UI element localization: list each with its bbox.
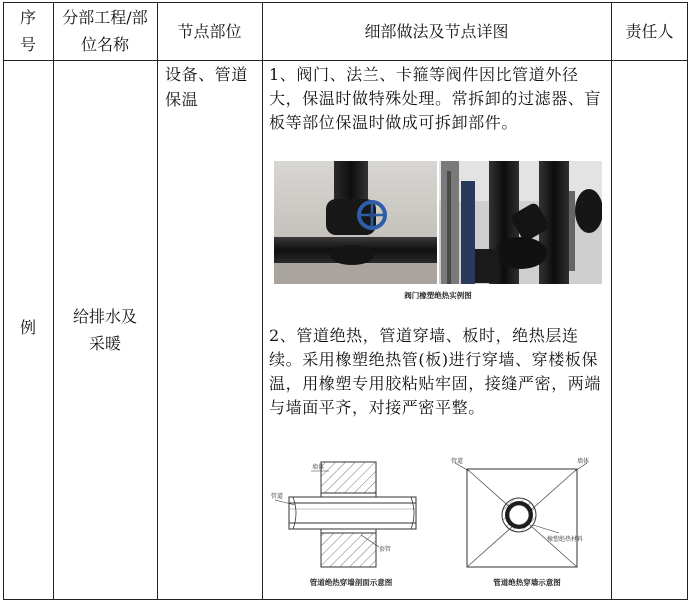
diagram-right-caption-text: 管道绝热穿墙示意图 (493, 578, 561, 587)
diagram-left-caption (271, 577, 431, 588)
photo-caption (274, 290, 602, 301)
header-node-label: 节点部位 (177, 21, 242, 41)
header-index-label: 序号 (19, 8, 36, 54)
diagram-right-caption (447, 577, 607, 588)
row-owner (613, 302, 686, 332)
row-index (5, 312, 51, 342)
wall-section-diagram (271, 457, 431, 572)
header-node (159, 3, 260, 59)
strainer-photo-graphic (439, 161, 602, 284)
table-border (611, 2, 612, 600)
table-border (157, 2, 158, 600)
detail-paragraph-1-text: 1、阀门、法兰、卡箍等阀件因比管道外径大，保温时做特殊处理。常拆卸的过滤器、盲板等部位保温时做成可拆卸部件。 (269, 65, 602, 132)
header-owner-label: 责任人 (625, 21, 674, 41)
pipe-label: 管道 (271, 493, 284, 500)
wall-label: 墙体 (577, 458, 590, 465)
header-index (5, 3, 51, 59)
detail-paragraph-2 (269, 324, 607, 420)
valve-insulation-photo-right (439, 161, 602, 284)
table-border (3, 60, 688, 61)
row-index-label: 例 (19, 317, 36, 337)
valve-insulation-photo-left (274, 161, 437, 284)
wall-section-graphic (271, 457, 431, 572)
table-border (687, 2, 688, 600)
detail-paragraph-2-text: 2、管道绝热，管道穿墙、板时，绝热层连续。采用橡塑绝热管(板)进行穿墙、穿楼板保温，用橡塑专用胶粘贴牢固，接缝严密，两端与墙面平齐，对接严密平整。 (269, 326, 602, 417)
row-subproject (55, 302, 155, 358)
detail-table (3, 2, 688, 600)
sleeve-label: 套管 (379, 546, 392, 553)
photo-caption-text: 阀门橡塑绝热实例图 (404, 291, 472, 300)
header-owner (613, 3, 686, 59)
table-border (53, 2, 54, 600)
insulation-label: 橡塑绝热材料 (547, 536, 584, 543)
wall-front-graphic (447, 457, 607, 572)
row-node-label: 设备、管道保温 (165, 65, 249, 109)
table-border (3, 2, 4, 600)
table-border (262, 2, 263, 600)
row-subproject-label: 给排水及采暖 (72, 307, 137, 353)
table-border (3, 599, 688, 600)
header-detail-label: 细部做法及节点详图 (364, 21, 509, 41)
header-subproject-label: 分部工程/部位名称 (62, 8, 148, 54)
detail-paragraph-1 (269, 63, 607, 135)
row-node (165, 62, 257, 112)
valve-photo-graphic (274, 161, 437, 284)
header-detail (264, 3, 609, 59)
pipe-label: 管道 (451, 458, 464, 465)
diagram-left-caption-text: 管道绝热穿墙剖面示意图 (309, 578, 393, 587)
wall-front-diagram (447, 457, 607, 572)
header-subproject (55, 3, 155, 59)
wall-label: 墙体 (312, 464, 325, 471)
